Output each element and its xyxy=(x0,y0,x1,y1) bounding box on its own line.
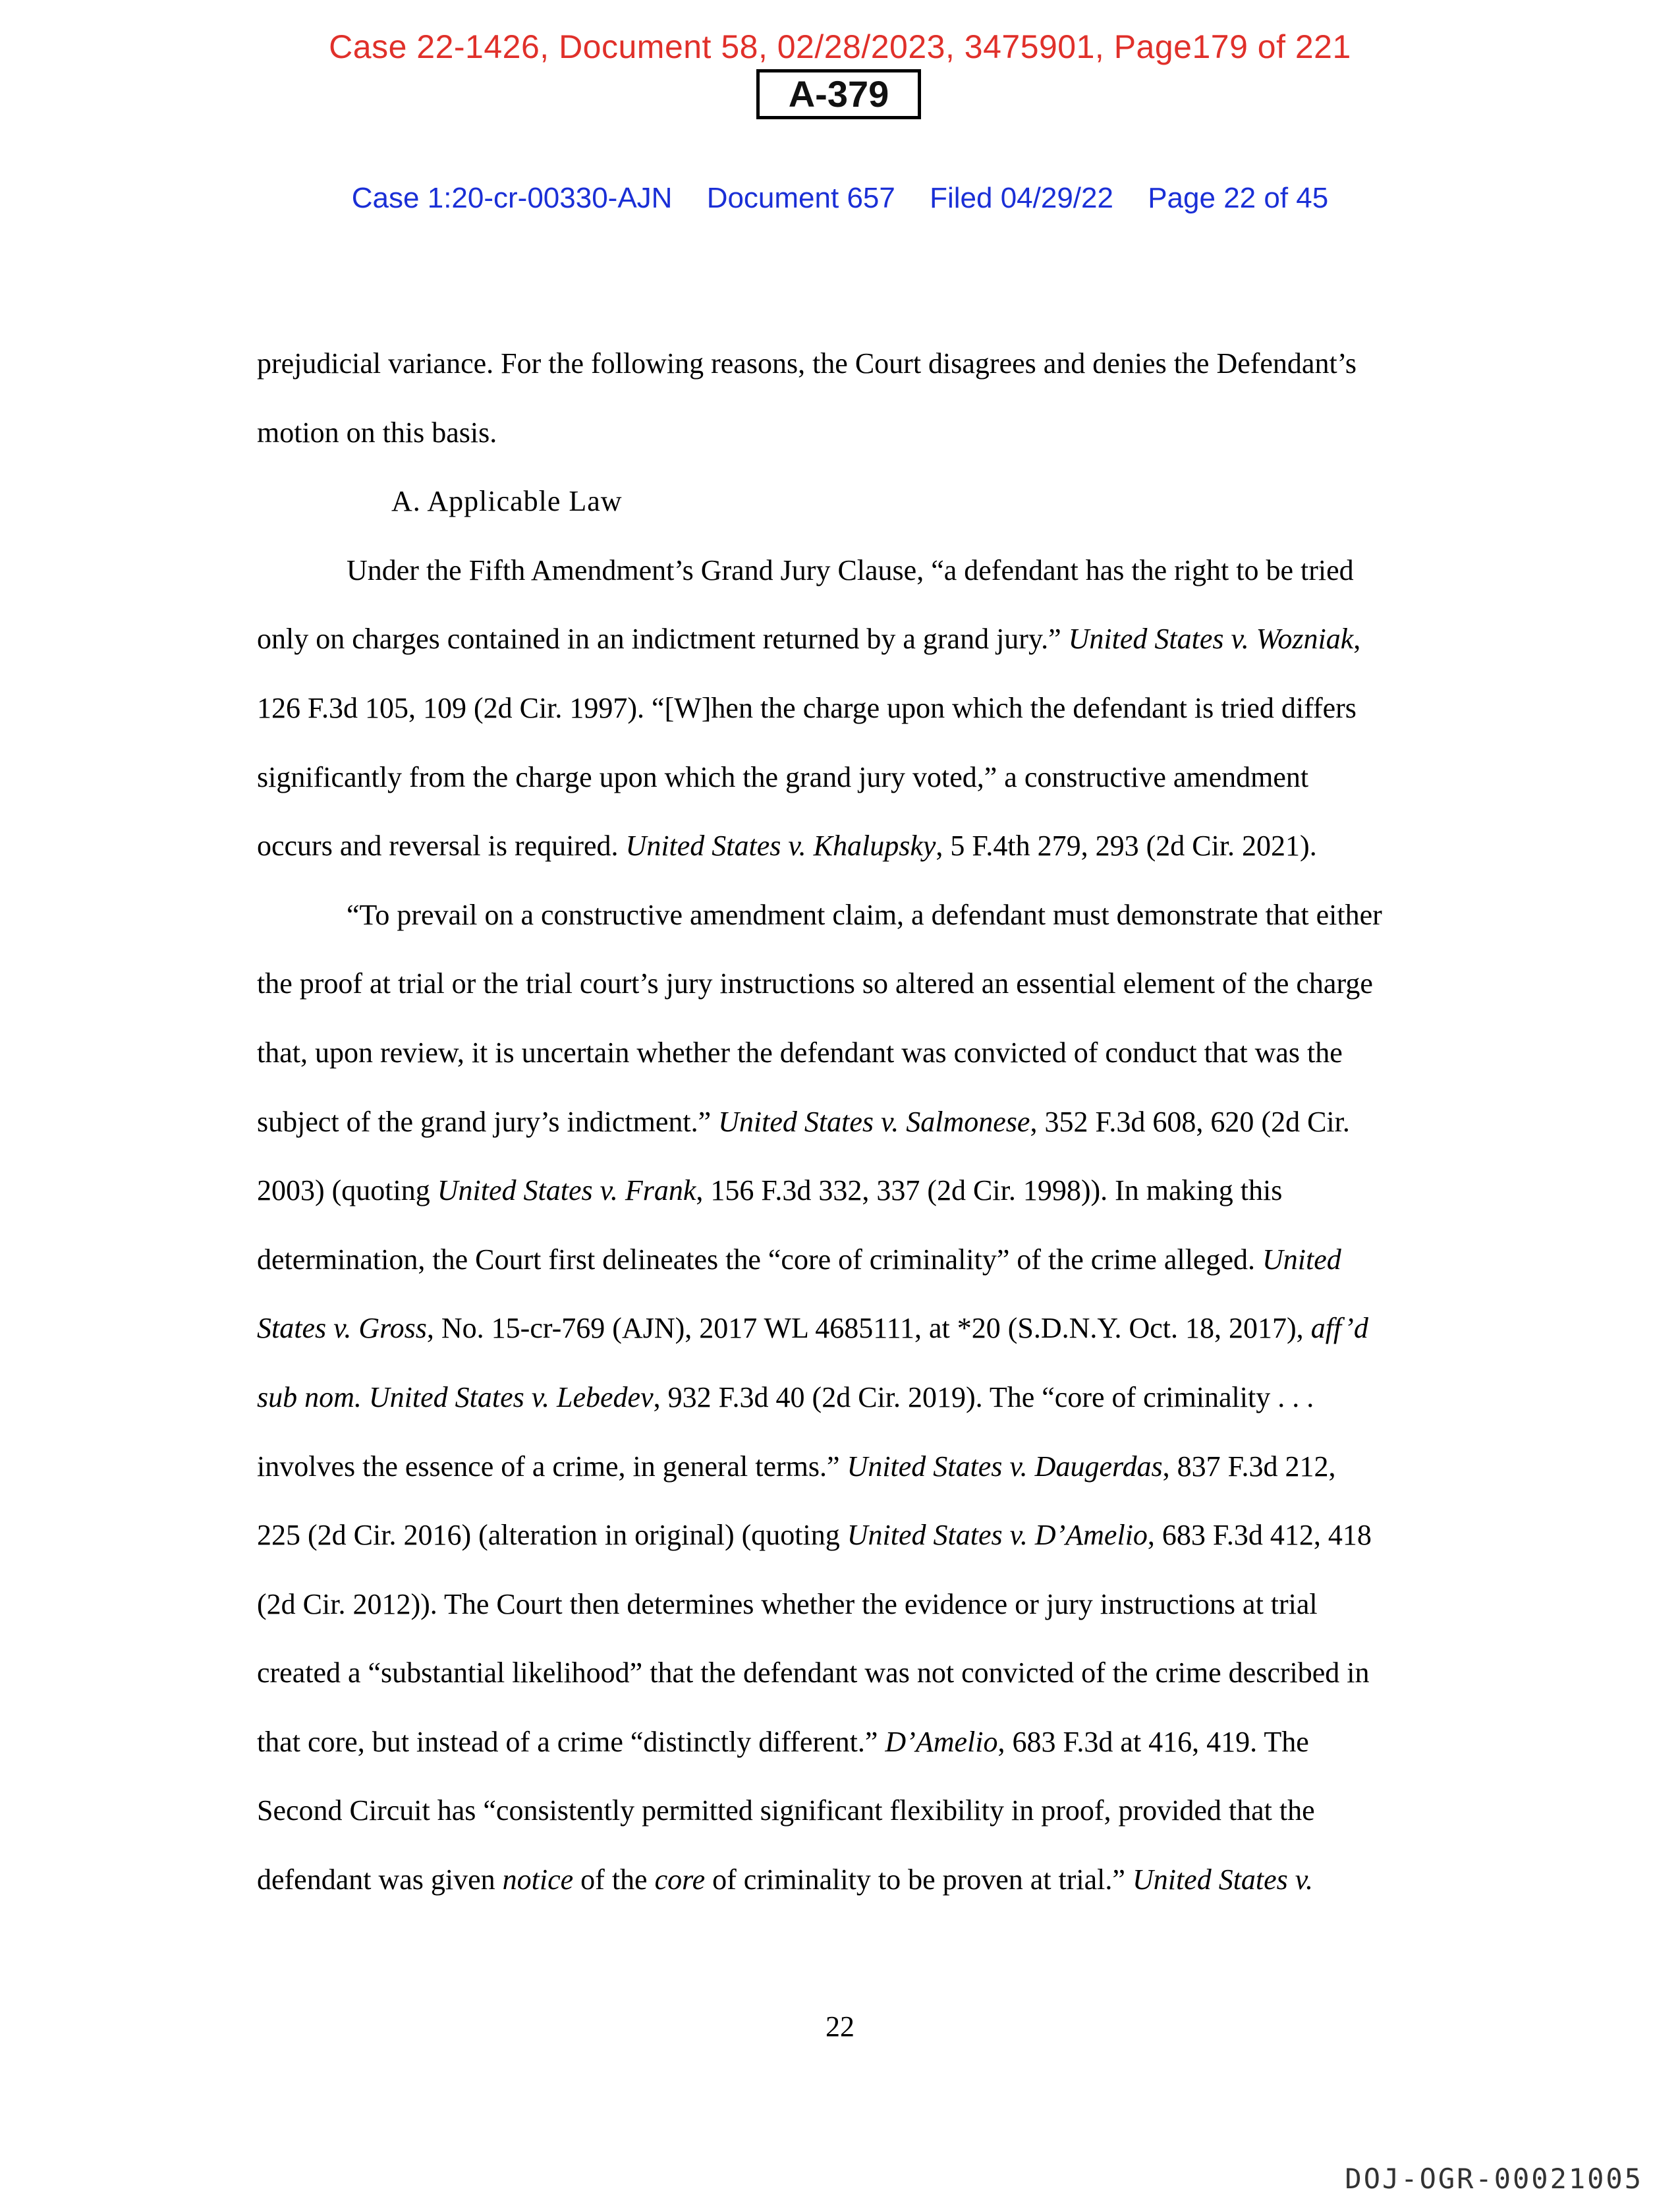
filing-header xyxy=(0,182,1680,215)
text-line: only on charges contained in an indictment returned by a grand jury.” United States v. Wozniak, xyxy=(257,623,1361,656)
case-citation: United States v. Wozniak xyxy=(1068,623,1354,656)
text-line: sub nom. United States v. Lebedev, 932 F.3d 40 (2d Cir. 2019). The “core of criminality . . . xyxy=(257,1380,1314,1413)
page-count: Page 22 of 45 xyxy=(1148,182,1329,214)
case-citation: United States v. Frank xyxy=(437,1174,696,1207)
text-line: 126 F.3d 105, 109 (2d Cir. 1997). “[W]hen the charge upon which the defendant is tried differs xyxy=(257,691,1357,724)
case-citation: sub nom. United States v. Lebedev xyxy=(257,1380,654,1413)
emphasis: core xyxy=(654,1863,706,1896)
text-line: Under the Fifth Amendment’s Grand Jury Clause, “a defendant has the right to be tried xyxy=(347,553,1354,586)
text-line: motion on this basis. xyxy=(257,416,497,449)
text-line: subject of the grand jury’s indictment.” United States v. Salmonese, 352 F.3d 608, 620 (2d Cir. xyxy=(257,1105,1350,1138)
bates-number: DOJ-OGR-00021005 xyxy=(1345,2163,1643,2195)
text-line: involves the essence of a crime, in general terms.” United States v. Daugerdas, 837 F.3d 212, xyxy=(257,1450,1336,1483)
text-line: created a “substantial likelihood” that the defendant was not convicted of the crime described in xyxy=(257,1657,1370,1689)
text-line: the proof at trial or the trial court’s jury instructions so altered an essential element of the charge xyxy=(257,967,1373,1000)
text-line: prejudicial variance. For the following reasons, the Court disagrees and denies the Defendant’s xyxy=(257,347,1357,380)
section-heading: A. Applicable Law xyxy=(391,485,623,518)
exhibit-number: A-379 xyxy=(756,69,921,119)
case-citation: United States v. Khalupsky xyxy=(625,830,936,863)
emphasis: notice xyxy=(502,1863,574,1896)
text-line: “To prevail on a constructive amendment claim, a defendant must demonstrate that either xyxy=(347,898,1382,931)
case-citation: United States v. xyxy=(1132,1863,1314,1896)
document-body xyxy=(257,329,1430,1915)
case-citation: United States v. Daugerdas xyxy=(847,1450,1163,1483)
text-line: determination, the Court first delineates the “core of criminality” of the crime alleged. United xyxy=(257,1243,1341,1276)
text-line: defendant was given notice of the core of criminality to be proven at trial.” United States v. xyxy=(257,1863,1314,1896)
text-line: that, upon review, it is uncertain whether the defendant was convicted of conduct that was the xyxy=(257,1036,1343,1069)
text-line: that core, but instead of a crime “distinctly different.” D’Amelio, 683 F.3d at 416, 419. The xyxy=(257,1725,1309,1758)
text-line: significantly from the charge upon which the grand jury voted,” a constructive amendment xyxy=(257,760,1309,793)
text-line: (2d Cir. 2012)). The Court then determines whether the evidence or jury instructions at trial xyxy=(257,1587,1318,1620)
case-citation: D’Amelio xyxy=(885,1725,998,1758)
page-number: 22 xyxy=(826,2010,854,2043)
text-line: 225 (2d Cir. 2016) (alteration in original) (quoting United States v. D’Amelio, 683 F.3d 412, 418 xyxy=(257,1519,1372,1552)
appeal-stamp: Case 22-1426, Document 58, 02/28/2023, 3475901, Page179 of 221 xyxy=(329,28,1351,65)
case-number: Case 1:20-cr-00330-AJN xyxy=(351,182,673,214)
filed-date: Filed 04/29/22 xyxy=(930,182,1113,214)
case-citation: United States v. Salmonese xyxy=(718,1105,1030,1138)
case-citation: aff’d xyxy=(1310,1312,1368,1345)
text-line: occurs and reversal is required. United States v. Khalupsky, 5 F.4th 279, 293 (2d Cir. 2021). xyxy=(257,830,1317,863)
case-citation: United xyxy=(1262,1243,1341,1276)
document-number: Document 657 xyxy=(706,182,895,214)
text-line: States v. Gross, No. 15-cr-769 (AJN), 2017 WL 4685111, at *20 (S.D.N.Y. Oct. 18, 2017), aff’d xyxy=(257,1312,1368,1345)
text-line: Second Circuit has “consistently permitted significant flexibility in proof, provided that the xyxy=(257,1794,1315,1827)
case-citation: States v. Gross xyxy=(257,1312,427,1345)
text-line: 2003) (quoting United States v. Frank, 156 F.3d 332, 337 (2d Cir. 1998)). In making this xyxy=(257,1174,1283,1207)
case-citation: United States v. D’Amelio xyxy=(847,1519,1148,1552)
